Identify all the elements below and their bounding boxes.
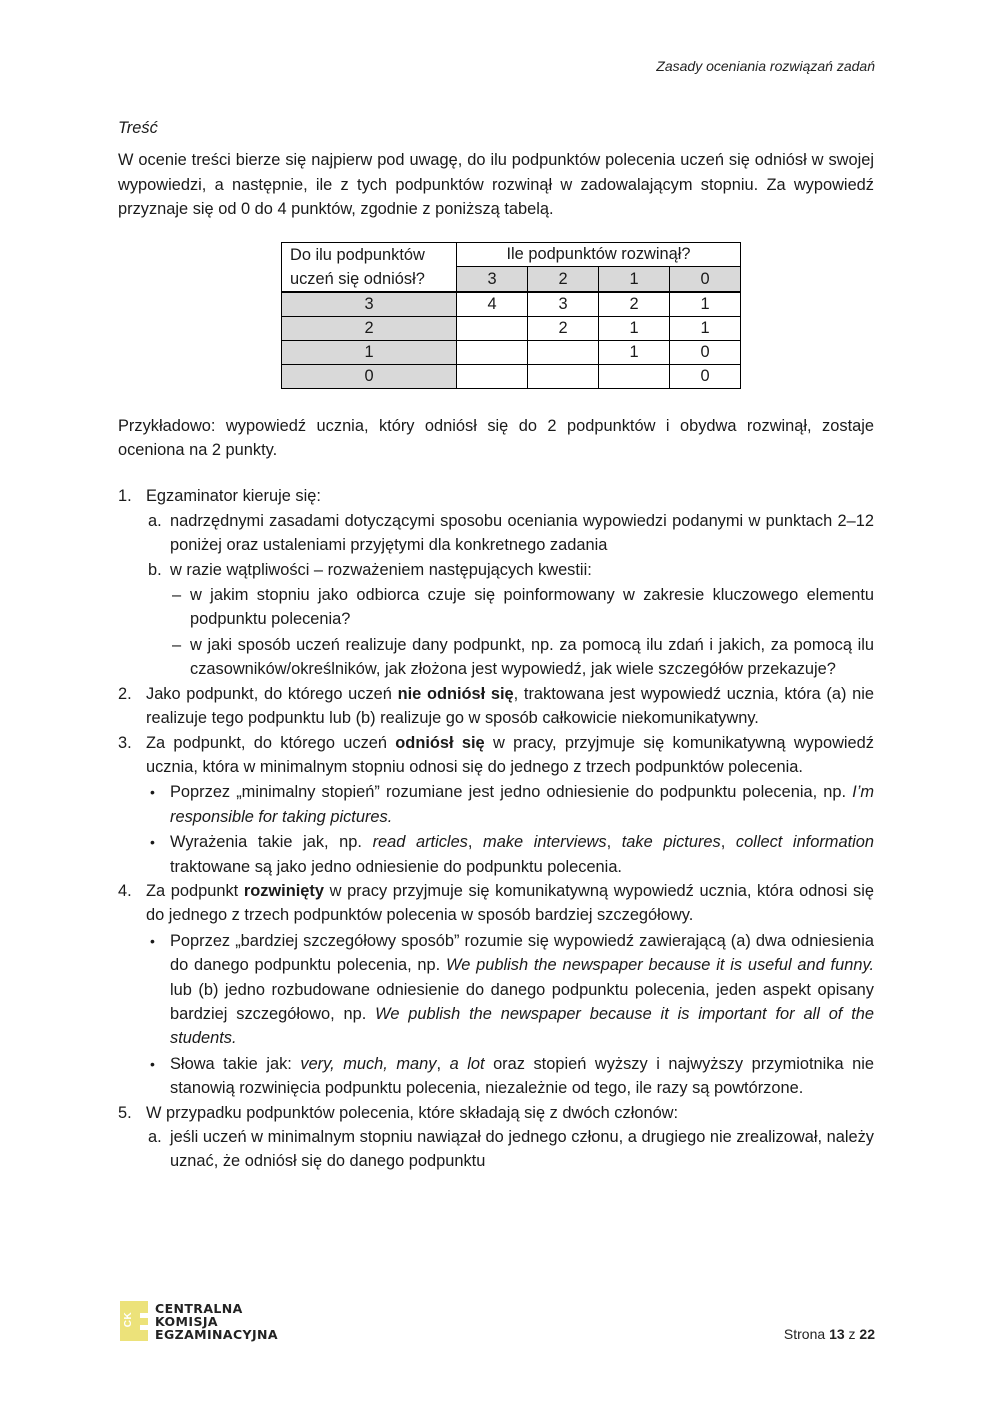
dash-list: [170, 583, 874, 682]
example-phrase: take pictures: [621, 833, 721, 852]
example-phrase: a lot: [449, 1054, 485, 1073]
dash-text: w jaki sposób uczeń realizuje dany podpunkt, np. za pomocą ilu zdań i jakich, za pomocą ilu czasowników/określników, jak złożona jest wypowiedź, jak wiele szczegółów przekazuje?: [190, 635, 874, 679]
table-row: [282, 340, 741, 364]
logo-line: CENTRALNA: [155, 1300, 243, 1316]
rule-number: 5.: [118, 1103, 132, 1122]
table-cell: [528, 364, 599, 388]
rule-3: [118, 731, 874, 879]
dash-item: [170, 633, 874, 682]
sub-number: a.: [148, 1128, 162, 1146]
bullet-text: lub (b) jedno rozbudowane odniesienie do danego podpunktu polecenia, jeden aspekt opisany bardziej szczegółowo, np.: [170, 980, 874, 1023]
separator: ,: [467, 833, 484, 852]
rule-5a: [146, 1125, 874, 1174]
page-total: 22: [859, 1326, 875, 1342]
table-row-header: 1: [282, 340, 457, 364]
bullet-marker: •: [150, 834, 155, 851]
separator: ,: [436, 1054, 450, 1073]
table-row-header: 3: [282, 292, 457, 317]
section-title: Treść: [118, 119, 158, 137]
rule-emphasis: rozwinięty: [243, 881, 324, 900]
bullet-marker: •: [150, 1055, 155, 1072]
example-phrase: make interviews: [483, 833, 607, 852]
rule-text: W przypadku podpunktów polecenia, które składają się z dwóch członów:: [146, 1103, 679, 1122]
scoring-table-wrap: [118, 242, 874, 389]
rule-1-sublist: [146, 509, 874, 682]
table-cell: [528, 340, 599, 364]
example-phrase: very, much, many: [300, 1054, 437, 1073]
table-cell: 1: [599, 340, 670, 364]
logo-line: KOMISJA: [155, 1313, 218, 1329]
bullet-text: Poprzez „minimalny stopień” rozumiane jest jedno odniesienie do podpunktu polecenia, np.: [170, 783, 853, 802]
bullet-text: Wyrażenia takie jak, np.: [170, 833, 373, 852]
rule-text: w pracy przyjmuje się komunikatywną wypowiedź ucznia, która odnosi się do jednego z trzech podpunktów polecenia w sposób bardziej szczegółowy.: [146, 881, 874, 925]
rule-1b: [146, 558, 874, 682]
sub-text: jeśli uczeń w minimalnym stopniu nawiązał do jednego członu, a drugiego nie zrealizował, należy uznać, że odniósł się do danego podpunktu: [170, 1128, 874, 1171]
rule-text: Egzaminator kieruje się:: [146, 487, 321, 506]
table-row: [282, 316, 741, 340]
table-cell: [457, 364, 528, 388]
table-cell: 0: [670, 364, 741, 388]
rule-text: , traktowana jest wypowiedź ucznia, która (a) nie realizuje tego podpunktu lub (b) realizuje go w sposób całkowicie niekomunikatywny.: [146, 684, 875, 728]
dash-marker: –: [172, 586, 182, 605]
dash-item: [170, 583, 874, 632]
table-cell: 0: [670, 340, 741, 364]
sub-number: b.: [148, 560, 162, 579]
cke-logo-icon: [120, 1301, 148, 1341]
table-cell: 1: [670, 292, 741, 317]
rule-5: [118, 1101, 874, 1174]
logo-line: EGZAMINACYJNA: [155, 1326, 278, 1342]
table-cell: 2: [599, 292, 670, 317]
separator: ,: [606, 833, 622, 852]
scoring-table: [281, 242, 741, 389]
bullet-text: traktowane są jako jedno odniesienie do podpunktu polecenia.: [170, 857, 622, 876]
example-phrase: We publish the newspaper because it is useful and funny.: [446, 956, 874, 975]
separator: ,: [720, 833, 736, 852]
rule-emphasis: nie odniósł się: [397, 684, 514, 703]
dash-text: w jakim stopniu jako odbiorca czuje się poinformowany w zakresie kluczowego elementu podpunktu polecenia?: [190, 586, 874, 629]
rule-2: [118, 682, 874, 731]
table-row-header: 2: [282, 316, 457, 340]
table-col-header: 2: [528, 267, 599, 292]
logo-mark-text: CK: [123, 1311, 135, 1328]
rule-text: Za podpunkt, do którego uczeń: [146, 733, 396, 752]
cke-logo: [120, 1301, 278, 1341]
page-sep: z: [844, 1326, 860, 1342]
rule-1a: [146, 509, 874, 558]
rule-emphasis: odniósł się: [395, 733, 485, 752]
bullet-item: [146, 1052, 874, 1101]
rule-4: [118, 879, 874, 1101]
table-cell: 2: [528, 316, 599, 340]
sub-number: a.: [148, 511, 162, 530]
sub-text: w razie wątpliwości – rozważeniem następujących kwestii:: [170, 560, 592, 579]
table-corner-header: Do ilu podpunktów uczeń się odniósł?: [282, 242, 457, 292]
rule-1: [118, 484, 874, 681]
bullet-marker: •: [150, 932, 155, 949]
page-number: [784, 1326, 875, 1342]
rule-5-sublist: [146, 1125, 874, 1174]
table-row-header: 0: [282, 364, 457, 388]
rules-list: [118, 484, 874, 1173]
table-cell: [457, 316, 528, 340]
sub-text: nadrzędnymi zasadami dotyczącymi sposobu oceniania wypowiedzi podanymi w punktach 2–12 poniżej oraz ustaleniami przyjętymi dla konkretnego zadania: [170, 511, 874, 555]
table-col-header: 1: [599, 267, 670, 292]
bullet-list: [146, 780, 874, 879]
table-cell: [599, 364, 670, 388]
bullet-item: [146, 830, 874, 879]
table-col-header: 3: [457, 267, 528, 292]
table-cell: 3: [528, 292, 599, 317]
intro-paragraph: W ocenie treści bierze się najpierw pod uwagę, do ilu podpunktów polecenia uczeń się odniósł w swojej wypowiedzi, a następnie, ile z tych podpunktów rozwinął w zadowalającym stopniu. Za wypowiedź przyznaje się od 0 do 4 punktów, zgodnie z poniższą tabelą.: [118, 151, 874, 219]
dash-marker: –: [172, 635, 182, 654]
logo-text: [155, 1302, 278, 1341]
running-header: Zasady oceniania rozwiązań zadań: [656, 58, 875, 74]
rule-text: w pracy, przyjmuje się komunikatywną wypowiedź ucznia, która w minimalnym stopniu odnosi się do jednego z trzech podpunktów polecenia.: [146, 733, 874, 776]
table-cell: 4: [457, 292, 528, 317]
table-row: [282, 292, 741, 317]
bullet-item: [146, 929, 874, 1051]
page-current: 13: [829, 1326, 845, 1342]
bullet-text: Słowa takie jak:: [170, 1054, 301, 1073]
page-content: [118, 116, 874, 1174]
table-cell: 1: [599, 316, 670, 340]
table-col-header: 0: [670, 267, 741, 292]
example-phrase: collect information: [735, 833, 875, 852]
bullet-text: Poprzez „bardziej szczegółowy sposób” rozumie się wypowiedź zawierającą (a) dwa odniesienia do danego podpunktu polecenia, np.: [170, 931, 874, 975]
table-column-group-header: Ile podpunktów rozwinął?: [457, 242, 741, 266]
table-cell: [457, 340, 528, 364]
example-phrase: I’m responsible for taking pictures.: [170, 783, 874, 826]
example-phrase: We publish the newspaper because it is important for all of the students.: [170, 1004, 874, 1048]
rule-number: 1.: [118, 487, 132, 506]
rule-number: 3.: [118, 733, 132, 752]
table-cell: 1: [670, 316, 741, 340]
rule-number: 2.: [118, 684, 132, 703]
bullet-text: oraz stopień wyższy i najwyższy przymiotnika nie stanowią rozwinięcia podpunktu polecenia, niezależnie od tego, ile razy są powtórzone.: [170, 1054, 875, 1098]
rule-text: Za podpunkt: [146, 881, 244, 900]
example-phrase: read articles: [372, 833, 468, 852]
example-paragraph: Przykładowo: wypowiedź ucznia, który odniósł się do 2 podpunktów i obydwa rozwinął, zostaje oceniona na 2 punkty.: [118, 416, 874, 460]
rule-text: Jako podpunkt, do którego uczeń: [146, 684, 398, 703]
rule-number: 4.: [118, 881, 132, 900]
table-row: [282, 364, 741, 388]
bullet-marker: •: [150, 784, 155, 801]
page-prefix: Strona: [783, 1326, 830, 1342]
bullet-list: [146, 929, 874, 1101]
bullet-item: [146, 780, 874, 829]
